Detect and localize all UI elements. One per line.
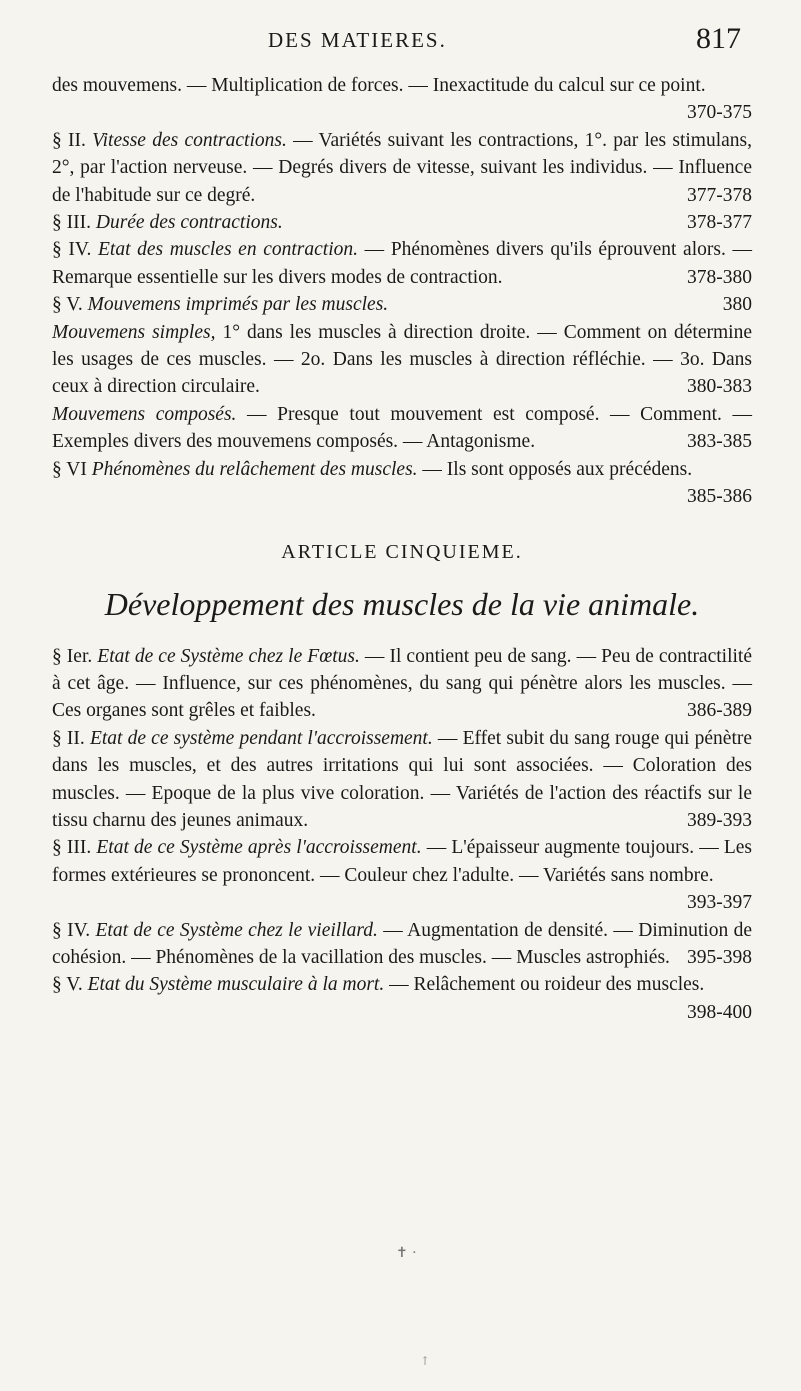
entry-summary: — Relâchement ou roideur des muscles. (389, 974, 705, 996)
entry-summary: — Effet subit du sang rouge qui pénètre dans les muscles, et des autres irritations qui lui sont associées. — Coloration des muscles. — Epoque de la plus vive coloration. — Variétés de l'action des réactifs sur le tissu charnu des jeunes animaux. (52, 727, 753, 831)
toc-entry (52, 725, 752, 835)
entry-section-number: § IV. (52, 919, 91, 941)
entries-list-b (52, 643, 752, 1027)
toc-entry (52, 456, 752, 511)
page-number: 817 (696, 22, 741, 55)
toc-entry (52, 236, 752, 291)
entry-section-number: § III. (52, 837, 92, 859)
entry-section-number: § II. (52, 129, 86, 151)
entry-section-number: § IV. (52, 239, 92, 261)
entry-heading: Phénomènes du relâchement des muscles. (91, 458, 418, 480)
entry-summary: — L'épaisseur augmente toujours. — Les formes extérieures se prononcent. — Couleur chez l'adulte. — Variétés sans nombre. (52, 837, 753, 886)
entry-heading: Etat des muscles en contraction. (98, 239, 359, 261)
entry-page-range: 386-389 (687, 700, 752, 722)
entry-heading: Etat du Système musculaire à la mort. (87, 974, 385, 996)
entry-heading: Mouvemens composés. (52, 403, 237, 425)
toc-entry (52, 401, 752, 456)
entry-page-range: 378-377 (687, 212, 752, 234)
entry-page-range: 389-393 (687, 809, 752, 831)
entry-summary: 1° dans les muscles à direction droite. — Comment on détermine les usages de ces muscles. — 2o. Dans les muscles à direction réfléchie. — 3o. Dans ceux à direction circulaire. (52, 321, 752, 398)
entry-summary: — Augmentation de densité. — Diminution de cohésion. — Phénomènes de la vacillation des muscles. — Muscles astrophiés. (52, 919, 753, 968)
entry-page-range: 398-400 (687, 1001, 752, 1023)
article-heading: ARTICLE CINQUIEME. (281, 540, 523, 563)
print-speck: ↑ (420, 1354, 431, 1368)
entry-summary: — Ils sont opposés aux précédens. (422, 458, 693, 480)
entry-heading: Mouvemens simples, (52, 321, 216, 343)
entry-page-range: 393-397 (687, 892, 752, 914)
entry-page-range: 385-386 (687, 486, 752, 508)
entry-page-range: 380-383 (687, 376, 752, 398)
toc-entry (52, 209, 752, 236)
toc-entry (52, 834, 752, 916)
entry-summary: — Variétés suivant les contractions, 1°. par les stimulans, 2°, par l'action nerveuse. — Degrés divers de vitesse, suivant les individus. — Influence de l'habitude sur ce degré. (52, 129, 753, 206)
entries-list-a (52, 72, 752, 511)
entry-heading: Durée des contractions. (95, 212, 283, 234)
entry-section-number: § VI (52, 458, 87, 480)
table-of-contents (52, 72, 752, 1026)
entry-summary: des mouvemens. — Multiplication de forces. — Inexactitude du calcul sur ce point. (52, 75, 706, 96)
entry-heading: Etat de ce système pendant l'accroissement. (89, 727, 433, 749)
toc-entry (52, 971, 752, 1026)
entry-heading: Etat de ce Système chez le Fœtus. (97, 645, 360, 667)
toc-entry (52, 291, 752, 318)
entry-section-number: § II. (52, 727, 85, 749)
toc-entry (52, 319, 752, 401)
print-mark: ✝ · (396, 1245, 417, 1261)
entry-page-range: 377-378 (687, 184, 752, 206)
entry-page-range: 380 (722, 294, 752, 316)
entry-page-range: 370-375 (687, 102, 752, 124)
section-title: Développement des muscles de la vie animale. (104, 585, 700, 622)
entry-heading: Vitesse des contractions. (92, 129, 287, 151)
running-head: DES MATIERES. (268, 28, 447, 52)
entry-section-number: § III. (52, 212, 91, 234)
entry-page-range: 378-380 (687, 266, 752, 288)
toc-entry (52, 643, 752, 725)
entry-summary: — Presque tout mouvement est composé. — Comment. — Exemples divers des mouvemens composés. — Antagonisme. (52, 403, 753, 453)
toc-entry (52, 127, 752, 209)
page-header (0, 22, 801, 62)
entry-heading: Etat de ce Système après l'accroissement. (96, 837, 422, 859)
toc-entry (52, 917, 752, 972)
entry-page-range: 383-385 (687, 431, 752, 453)
entry-heading: Etat de ce Système chez le vieillard. (95, 919, 378, 941)
entry-section-number: § V. (52, 974, 83, 996)
entry-section-number: § V. (52, 294, 83, 316)
entry-section-number: § Ier. (52, 645, 93, 667)
entry-heading: Mouvemens imprimés par les muscles. (87, 294, 389, 316)
entry-summary: — Phénomènes divers qu'ils éprouvent alors. — Remarque essentielle sur les divers modes de contraction. (52, 239, 752, 288)
entry-summary: — Il contient peu de sang. — Peu de contractilité à cet âge. — Influence, sur ces phénomènes, du sang qui pénètre alors les muscles. — Ces organes sont grêles et faibles. (52, 645, 752, 722)
toc-entry (52, 72, 752, 127)
entry-page-range: 395-398 (687, 946, 752, 968)
